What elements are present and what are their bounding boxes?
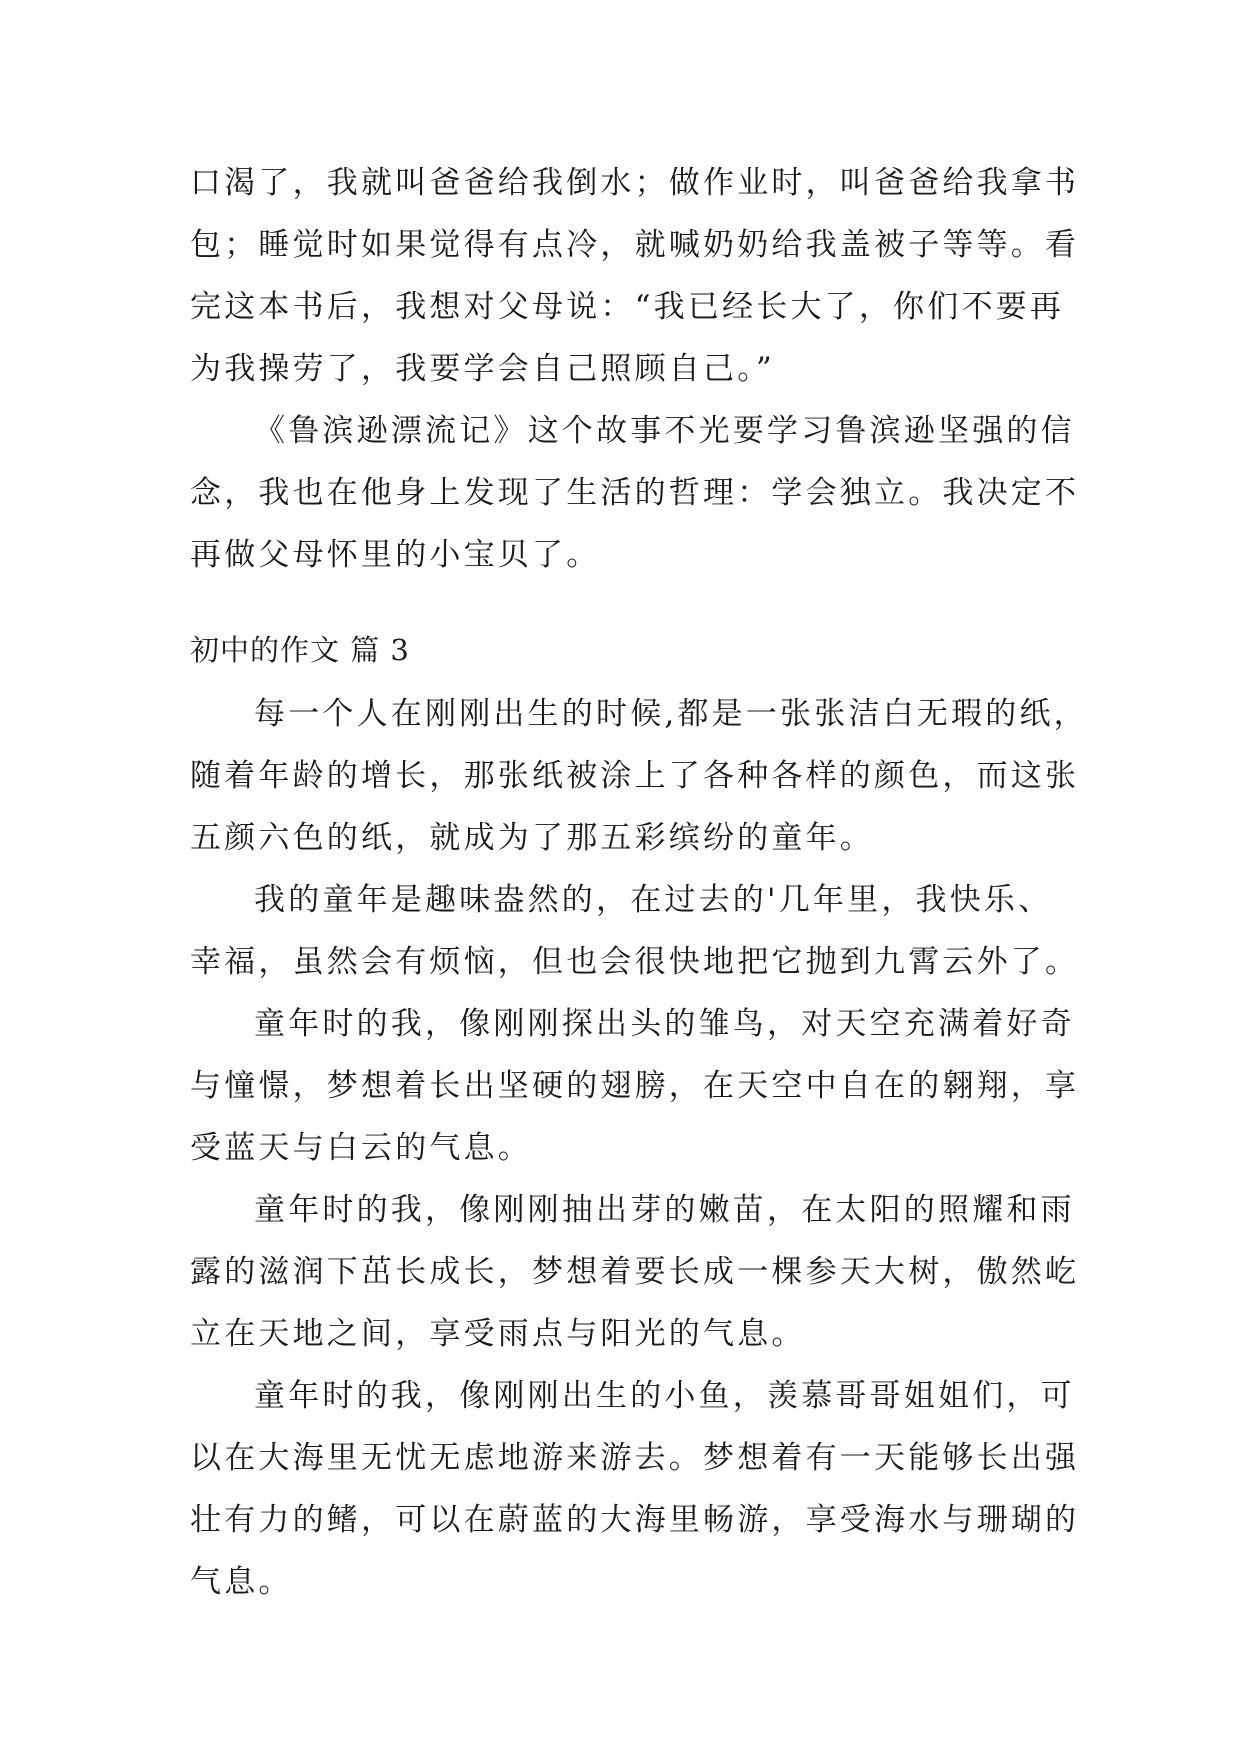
- text-line: 童年时的我，像刚刚探出头的雏鸟，对天空充满着好奇: [254, 1006, 1075, 1042]
- text-line: 露的滋润下茁长成长，梦想着要长成一棵参天大树，傲然屹: [190, 1254, 1080, 1290]
- text-line: 幸福，虽然会有烦恼，但也会很快地把它抛到九霄云外了。: [190, 944, 1080, 980]
- text-line: 每一个人在刚刚出生的时候,都是一张张洁白无瑕的纸，: [254, 696, 1088, 732]
- text-line: 以在大海里无忧无虑地游来游去。梦想着有一天能够长出强: [190, 1440, 1080, 1476]
- text-line: 念，我也在他身上发现了生活的哲理：学会独立。我决定不: [190, 475, 1080, 511]
- text-line: 童年时的我，像刚刚出生的小鱼，羡慕哥哥姐姐们，可: [254, 1378, 1075, 1414]
- text-line: 立在天地之间，享受雨点与阳光的气息。: [190, 1316, 806, 1352]
- text-line: 为我操劳了，我要学会自己照顾自己。”: [190, 351, 775, 387]
- text-line: 随着年龄的增长，那张纸被涂上了各种各样的颜色，而这张: [190, 758, 1080, 794]
- text-line: 受蓝天与白云的气息。: [190, 1130, 532, 1166]
- text-line: 与憧憬，梦想着长出坚硬的翅膀，在天空中自在的翱翔，享: [190, 1068, 1080, 1104]
- text-line: 包；睡觉时如果觉得有点冷，就喊奶奶给我盖被子等等。看: [190, 227, 1080, 263]
- text-line: 五颜六色的纸，就成为了那五彩缤纷的童年。: [190, 820, 874, 856]
- text-line: 再做父母怀里的小宝贝了。: [190, 537, 601, 573]
- text-line: 壮有力的鳍，可以在蔚蓝的大海里畅游，享受海水与珊瑚的: [190, 1502, 1080, 1538]
- text-line: 《鲁滨逊漂流记》这个故事不光要学习鲁滨逊坚强的信: [254, 413, 1075, 449]
- text-line: 完这本书后，我想对父母说：“我已经长大了，你们不要再: [190, 289, 1065, 325]
- section-heading: 初中的作文 篇 3: [190, 633, 410, 667]
- text-line: 我的童年是趣味盎然的，在过去的'几年里，我快乐、: [254, 882, 1053, 918]
- text-line: 气息。: [190, 1564, 293, 1600]
- text-line: 童年时的我，像刚刚抽出芽的嫩苗，在太阳的照耀和雨: [254, 1192, 1075, 1228]
- text-line: 口渴了，我就叫爸爸给我倒水；做作业时，叫爸爸给我拿书: [190, 165, 1080, 201]
